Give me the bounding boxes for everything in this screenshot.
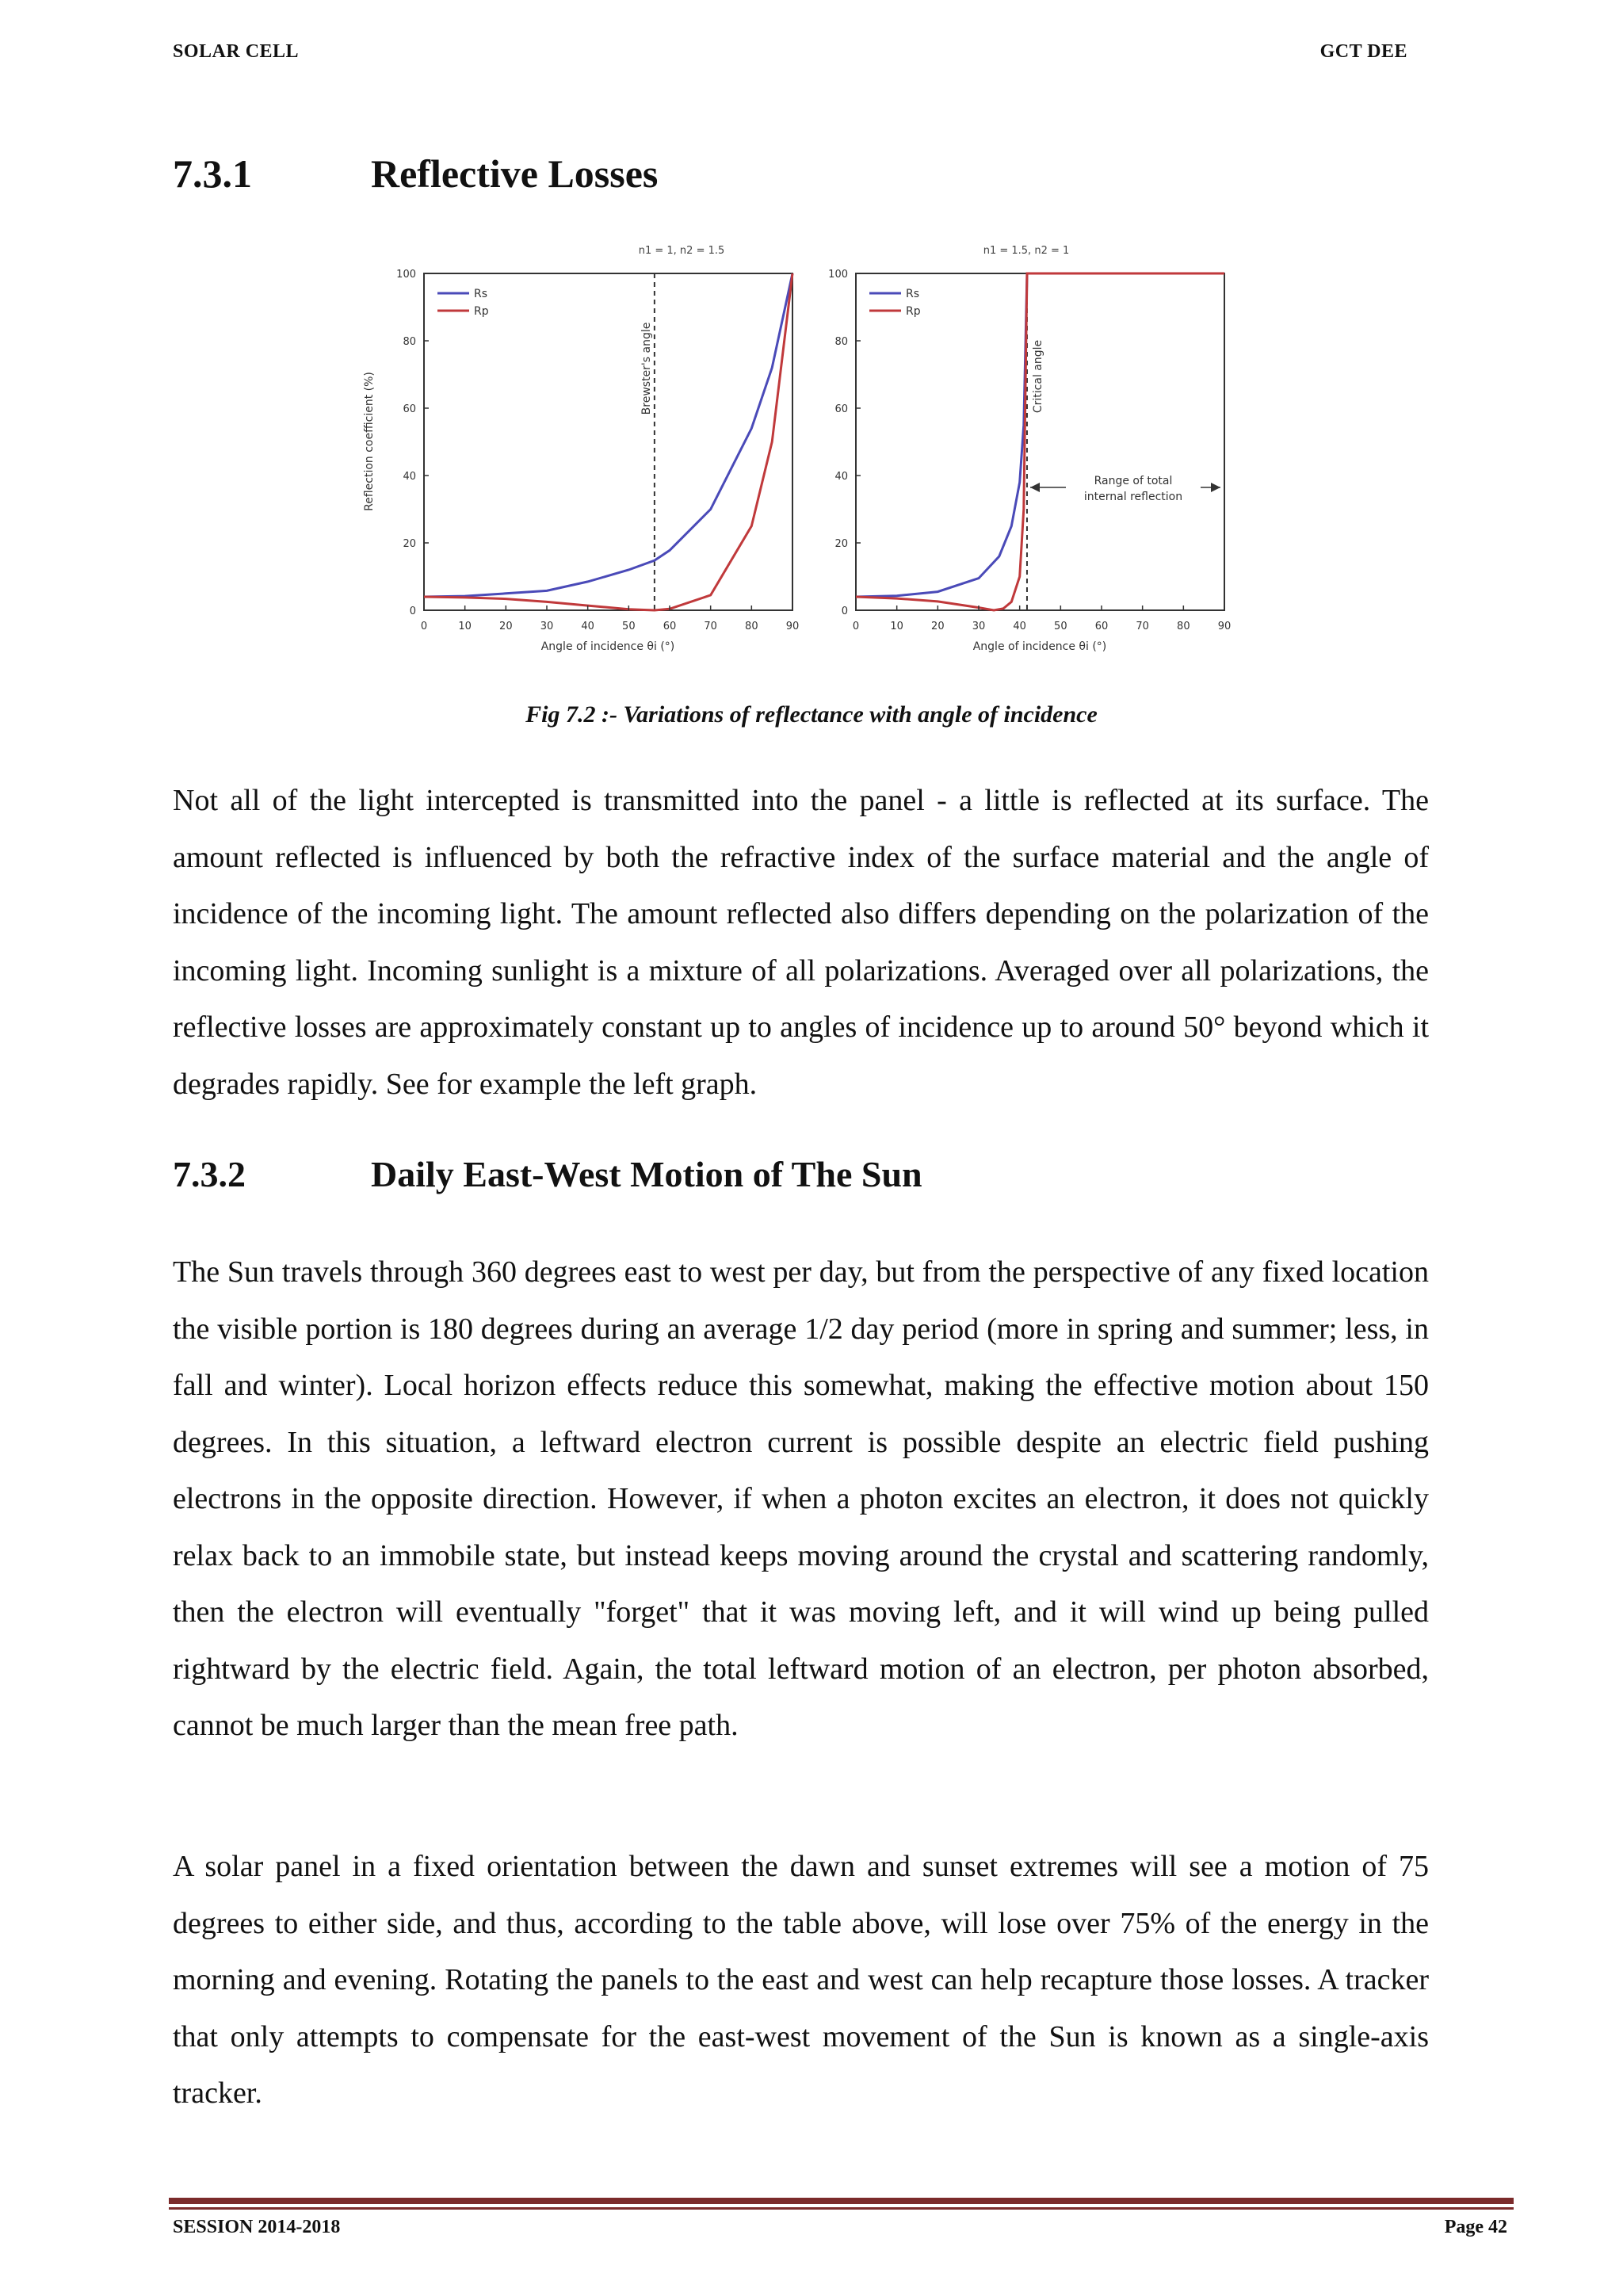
x-tick-label: 20 bbox=[499, 621, 513, 632]
x-tick-label: 60 bbox=[663, 621, 677, 632]
chart-left-legend bbox=[437, 288, 489, 318]
y-tick-label: 40 bbox=[403, 471, 416, 483]
chart-right-legend bbox=[869, 288, 921, 318]
header-right: GCT DEE bbox=[1319, 41, 1407, 62]
tir-arrow-head-right bbox=[1211, 483, 1220, 492]
chart-right-frame bbox=[856, 273, 1224, 610]
x-tick-label: 90 bbox=[1217, 621, 1232, 632]
x-tick-label: 30 bbox=[540, 621, 554, 632]
y-tick-label: 20 bbox=[834, 538, 848, 550]
y-tick-label: 20 bbox=[403, 538, 416, 550]
figure-caption: Fig 7.2 :- Variations of reflectance with angle of incidence bbox=[525, 701, 1098, 728]
brewster-angle-label: Brewster's angle bbox=[640, 322, 653, 415]
footer-rule-thick bbox=[169, 2198, 1514, 2204]
paragraph-sun-motion: The Sun travels through 360 degrees east to west per day, but from the perspective of any fixed location the visible portion is 180 degrees during an average 1/2 day period (more in spring and summer; less, in fall and winter). Local horizon effects reduce this somewhat, making the effective motion about 150 degrees. In this situation, a leftward electron current is possible despite an electric field pushing electrons in the opposite direction. However, if when a photon excites an electron, it does not quickly relax back to an immobile state, but instead keeps moving around the crystal and scattering randomly, then the electron will eventually "forget" that it was moving left, and it will wind up being pulled rightward by the electric field. Again, the total leftward motion of an electron, per photon absorbed, cannot be much larger than the mean free path. bbox=[173, 1255, 1429, 1742]
chart-left-frame bbox=[424, 273, 792, 610]
y-tick-label: 0 bbox=[841, 606, 848, 617]
x-tick-label: 0 bbox=[852, 621, 860, 632]
x-tick-label: 10 bbox=[458, 621, 472, 632]
chart-right bbox=[828, 245, 1231, 653]
x-tick-label: 0 bbox=[420, 621, 428, 632]
y-tick-label: 100 bbox=[396, 269, 416, 281]
section-title: Daily East-West Motion of The Sun bbox=[371, 1154, 922, 1194]
chart-left-xlabel: Angle of incidence θi (°) bbox=[540, 640, 675, 653]
section-heading-7-3-1 bbox=[173, 151, 658, 197]
paragraph-fixed-panel: A solar panel in a fixed orientation between the dawn and sunset extremes will see a motion of 75 degrees to either side, and thus, according to the table above, will lose over 75% of the energy in the morning and evening. Rotating the panels to the east and west can help recapture those losses. A tracker that only attempts to compensate for the east-west movement of the Sun is known as a single-axis tracker. bbox=[173, 1850, 1429, 2110]
tir-label-line-1: Range of total bbox=[1094, 475, 1173, 487]
x-tick-label: 50 bbox=[1054, 621, 1067, 632]
footer-rule-thin bbox=[169, 2207, 1514, 2210]
x-tick-label: 40 bbox=[1013, 621, 1026, 632]
chart-right-series-rp bbox=[856, 273, 1224, 610]
legend-rp-label: Rp bbox=[474, 305, 489, 318]
section-title: Reflective Losses bbox=[371, 151, 659, 196]
x-tick-label: 80 bbox=[745, 621, 758, 632]
y-tick-label: 80 bbox=[834, 336, 848, 348]
y-tick-label: 80 bbox=[403, 336, 416, 348]
tir-region-annotation bbox=[1030, 472, 1220, 506]
chart-left-ylabel: Reflection coefficient (%) bbox=[363, 372, 376, 511]
x-tick-label: 20 bbox=[931, 621, 945, 632]
header-left: SOLAR CELL bbox=[173, 41, 300, 62]
x-tick-label: 90 bbox=[785, 621, 800, 632]
legend-rs-label: Rs bbox=[906, 288, 920, 300]
tir-label-line-2: internal reflection bbox=[1083, 491, 1183, 503]
x-tick-label: 10 bbox=[890, 621, 903, 632]
x-tick-label: 70 bbox=[1136, 621, 1149, 632]
x-tick-label: 60 bbox=[1094, 621, 1109, 632]
x-tick-label: 30 bbox=[972, 621, 986, 632]
legend-rs-label: Rs bbox=[474, 288, 488, 300]
x-tick-label: 70 bbox=[704, 621, 717, 632]
x-tick-label: 80 bbox=[1177, 621, 1190, 632]
reflectance-figure bbox=[349, 242, 1252, 686]
paragraph-reflective-losses: Not all of the light intercepted is transmitted into the panel - a little is reflected at its surface. The amount reflected is influenced by both the refractive index of the surface material and the angle of incidence of the incoming light. The amount reflected also differs depending on the polarization of the incoming light. Incoming sunlight is a mixture of all polarizations. Averaged over all polarizations, the reflective losses are approximately constant up to angles of incidence up to around 50° beyond which it degrades rapidly. See for example the left graph. bbox=[173, 784, 1429, 1101]
chart-left bbox=[363, 245, 799, 653]
section-heading-7-3-2 bbox=[173, 1153, 922, 1195]
chart-right-xlabel: Angle of incidence θi (°) bbox=[972, 640, 1107, 653]
chart-left-series-rp bbox=[424, 273, 792, 610]
chart-right-series-rs bbox=[856, 273, 1224, 597]
x-tick-label: 40 bbox=[581, 621, 594, 632]
tir-arrow-head-left bbox=[1030, 483, 1040, 492]
x-tick-label: 50 bbox=[622, 621, 636, 632]
y-tick-label: 0 bbox=[409, 606, 416, 617]
chart-left-title: n1 = 1, n2 = 1.5 bbox=[638, 245, 725, 257]
footer-right: Page 42 bbox=[1444, 2217, 1507, 2237]
y-tick-label: 60 bbox=[403, 403, 416, 415]
section-number: 7.3.1 bbox=[173, 151, 252, 196]
section-number: 7.3.2 bbox=[173, 1154, 246, 1194]
chart-right-title: n1 = 1.5, n2 = 1 bbox=[983, 245, 1070, 257]
y-tick-label: 60 bbox=[834, 403, 848, 415]
y-tick-label: 100 bbox=[828, 269, 848, 281]
legend-rp-label: Rp bbox=[906, 305, 921, 318]
y-tick-label: 40 bbox=[834, 471, 848, 483]
critical-angle-label: Critical angle bbox=[1032, 339, 1044, 414]
footer-left: SESSION 2014-2018 bbox=[173, 2217, 341, 2237]
